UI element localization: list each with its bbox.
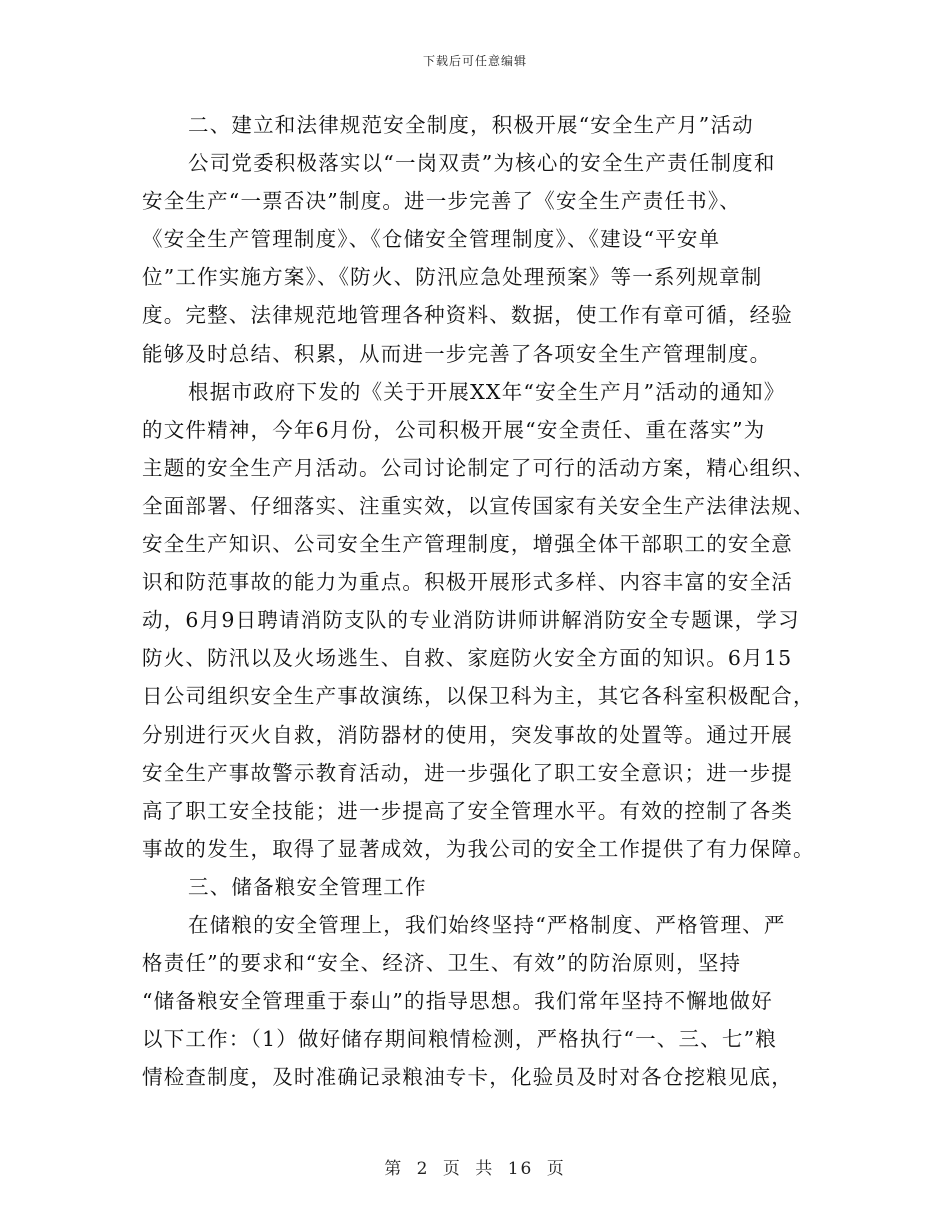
section-heading: 三、储备粮安全管理工作 bbox=[188, 874, 427, 899]
body-line: 能够及时总结、积累，从而进一步完善了各项安全生产管理制度。 bbox=[142, 341, 772, 366]
page-header: 下载后可任意编辑 bbox=[422, 54, 527, 68]
body-line: 情检查制度，及时准确记录粮油专卡，化验员及时对各仓挖粮见底， bbox=[142, 1065, 793, 1090]
body-line: 的文件精神，今年6月份，公司积极开展“安全责任、重在落实”为 bbox=[142, 417, 766, 442]
body-line: 防火、防汛以及火场逃生、自救、家庭防火安全方面的知识。6月15 bbox=[142, 646, 793, 671]
document-body bbox=[142, 106, 815, 1096]
body-line: 全面部署、仔细落实、注重实效，以宣传国家有关安全生产法律法规、 bbox=[142, 493, 815, 518]
body-line: 《安全生产管理制度》、《仓储安全管理制度》、《建设“平安单 bbox=[142, 227, 721, 252]
body-line: 安全生产知识、公司安全生产管理制度，增强全体干部职工的安全意 bbox=[142, 532, 793, 557]
body-line: 格责任”的要求和“安全、经济、卫生、有效”的防治原则，坚持 bbox=[142, 951, 742, 976]
body-line: 公司党委积极落实以“一岗双责”为核心的安全生产责任制度和 bbox=[188, 151, 776, 176]
body-line: 事故的发生，取得了显著成效，为我公司的安全工作提供了有力保障。 bbox=[142, 836, 815, 861]
body-line: 主题的安全生产月活动。公司讨论制定了可行的活动方案，精心组织、 bbox=[142, 455, 815, 480]
body-line: 二、建立和法律规范安全制度，积极开展“安全生产月”活动 bbox=[188, 113, 754, 137]
body-line: 度。完整、法律规范地管理各种资料、数据，使工作有章可循，经验 bbox=[142, 303, 793, 328]
body-line: 日公司组织安全生产事故演练，以保卫科为主，其它各科室积极配合， bbox=[142, 684, 815, 709]
body-line: 安全生产“一票否决”制度。进一步完善了《安全生产责任书》、 bbox=[142, 189, 742, 214]
body-line: 以下工作：（1）做好储存期间粮情检测，严格执行“一、三、七”粮 bbox=[142, 1027, 777, 1052]
body-line: 动，6月9日聘请消防支队的专业消防讲师讲解消防安全专题课，学习 bbox=[142, 608, 800, 633]
body-line: 安全生产事故警示教育活动，进一步强化了职工安全意识；进一步提 bbox=[142, 760, 793, 785]
body-line: “储备粮安全管理重于泰山”的指导思想。我们常年坚持不懈地做好 bbox=[142, 989, 773, 1014]
body-line: 高了职工安全技能；进一步提高了安全管理水平。有效的控制了各类 bbox=[142, 798, 793, 823]
body-line: 位”工作实施方案》、《防火、防汛应急处理预案》等一系列规章制 bbox=[142, 265, 763, 290]
body-line: 在储粮的安全管理上，我们始终坚持“严格制度、严格管理、严 bbox=[188, 912, 786, 937]
body-line: 分别进行灭火自救，消防器材的使用，突发事故的处置等。通过开展 bbox=[142, 722, 793, 747]
body-line: 根据市政府下发的《关于开展XX年“安全生产月”活动的通知》 bbox=[188, 379, 786, 404]
page-number-footer: 第 2 页 共 16 页 bbox=[384, 1159, 566, 1179]
body-line: 识和防范事故的能力为重点。积极开展形式多样、内容丰富的安全活 bbox=[142, 570, 793, 595]
